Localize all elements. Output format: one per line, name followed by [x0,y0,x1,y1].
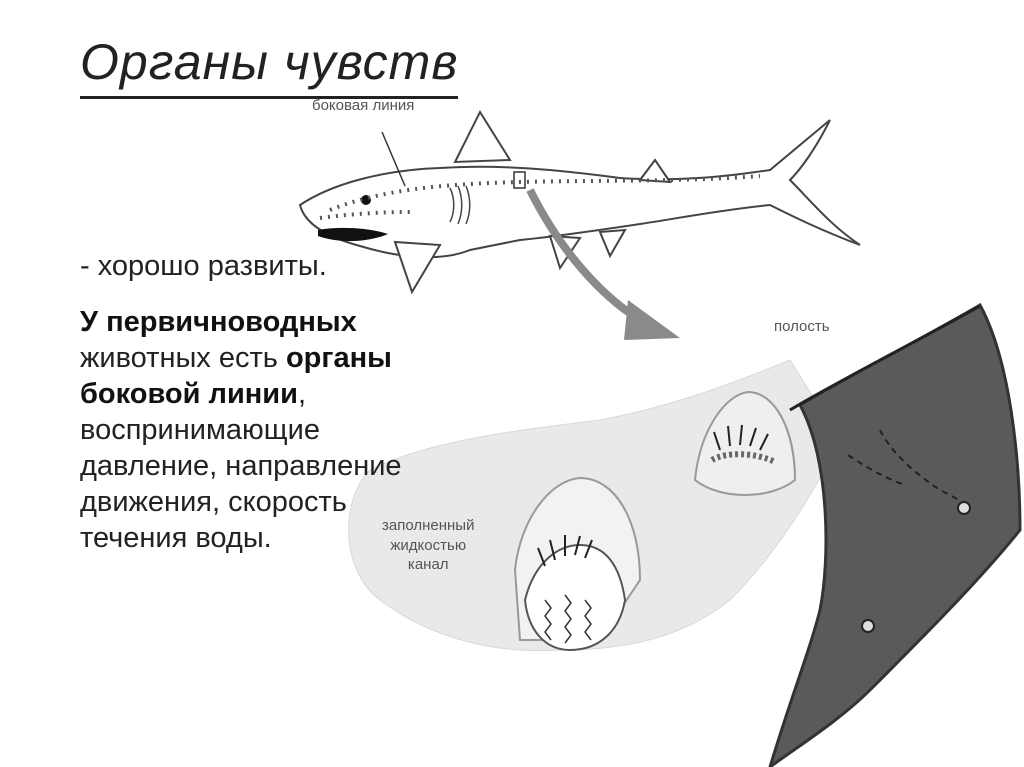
skin-outer-panel [770,305,1020,767]
label-cavity: полость [774,318,830,335]
label-canal-line-3: канал [407,556,449,573]
bullet-item [80,250,327,283]
label-lateral-line: боковая линия [312,97,415,114]
bullet-dash: - [80,250,90,282]
para-text-2: , воспринимающие давление, направление движения, скорость течения воды. [80,377,402,554]
label-canal-line-2: жидкостью [390,536,467,554]
bullet-text: хорошо развиты. [97,250,327,282]
label-canal-line-1: заполненный [382,517,475,534]
para-bold-1: У первичноводных [80,306,357,338]
para-bold-2: органы боковой линии [80,341,392,410]
slide-title: Органы чувств [80,34,458,99]
para-text-1: животных есть [80,341,286,374]
body-paragraph [80,305,440,557]
